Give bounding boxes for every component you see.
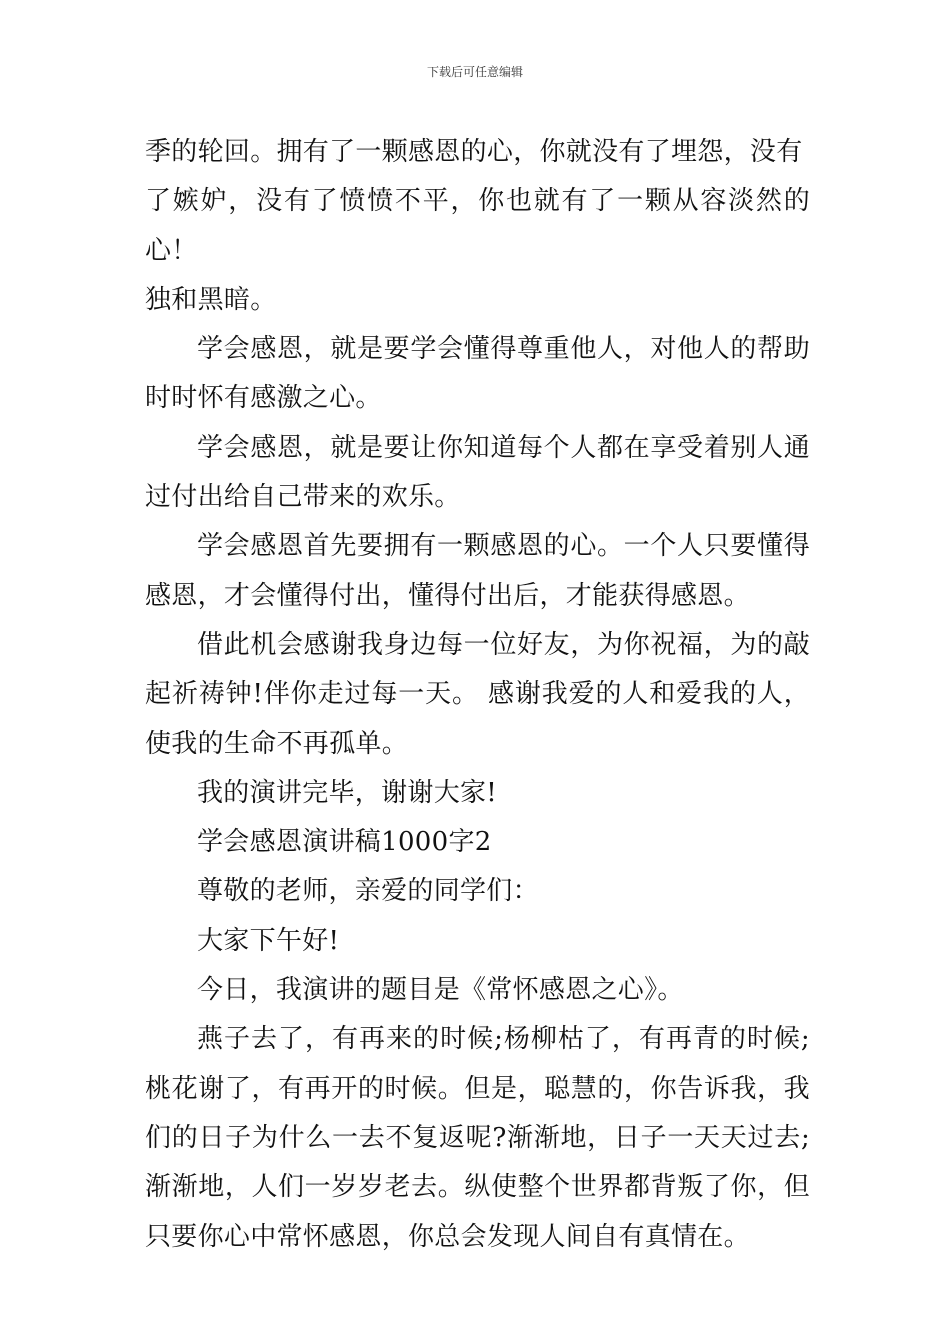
paragraph-line: 学会感恩，就是要学会懂得尊重他人，对他人的帮助	[197, 334, 810, 365]
paragraph-line: 燕子去了，有再来的时候;杨柳枯了，有再青的时候;	[197, 1024, 810, 1055]
paragraph-line: 独和黑暗。	[145, 284, 277, 315]
paragraph-line: 时时怀有感激之心。	[145, 383, 382, 414]
greeting	[145, 917, 810, 966]
section-title	[145, 818, 810, 867]
paragraph-line: 只要你心中常怀感恩，你总会发现人间自有真情在。	[145, 1221, 750, 1252]
paragraph-line: 我的演讲完毕，谢谢大家!	[197, 777, 498, 808]
paragraph-line: 借此机会感谢我身边每一位好友，为你祝福，为的敲	[197, 629, 810, 660]
paragraph-2	[145, 325, 810, 424]
paragraph-line: 今日，我演讲的题目是《常怀感恩之心》。	[197, 975, 684, 1006]
paragraph-line: 学会感恩，就是要让你知道每个人都在享受着别人通	[197, 432, 810, 463]
paragraph-line: 了嫉妒，没有了愤愤不平，你也就有了一颗从容淡然的心！	[145, 186, 810, 266]
paragraph-5	[145, 621, 810, 769]
paragraph-line: 学会感恩首先要拥有一颗感恩的心。一个人只要懂得	[197, 531, 810, 562]
paragraph-4	[145, 522, 810, 621]
paragraph-line: 渐渐地，人们一岁岁老去。纵使整个世界都背叛了你，但	[145, 1172, 810, 1203]
paragraph-line: 季的轮回。拥有了一颗感恩的心，你就没有了埋怨，没有	[145, 137, 803, 167]
paragraph-line: 们的日子为什么一去不复返呢?渐渐地，日子一天天过去;	[145, 1122, 810, 1153]
paragraph-line: 尊敬的老师，亲爱的同学们：	[197, 876, 539, 907]
paragraph-line: 起祈祷钟!伴你走过每一天。 感谢我爱的人和爱我的人，	[145, 679, 810, 710]
paragraph-line: 桃花谢了，有再开的时候。但是，聪慧的，你告诉我，我	[145, 1073, 810, 1104]
paragraph-line: 学会感恩演讲稿1000字2	[197, 827, 492, 858]
paragraph-line: 感恩，才会懂得付出，懂得付出后，才能获得感恩。	[145, 580, 750, 611]
paragraph-1	[145, 128, 810, 325]
document-body	[145, 128, 810, 1262]
closing-line	[145, 769, 810, 818]
speech-topic	[145, 966, 810, 1015]
paragraph-final	[145, 1015, 810, 1261]
paragraph-line: 使我的生命不再孤单。	[145, 728, 409, 759]
paragraph-line: 过付出给自己带来的欢乐。	[145, 482, 461, 513]
paragraph-line: 大家下午好!	[197, 925, 340, 956]
page-header-note: 下载后可任意编辑	[426, 65, 523, 79]
paragraph-3	[145, 424, 810, 523]
salutation	[145, 867, 810, 916]
